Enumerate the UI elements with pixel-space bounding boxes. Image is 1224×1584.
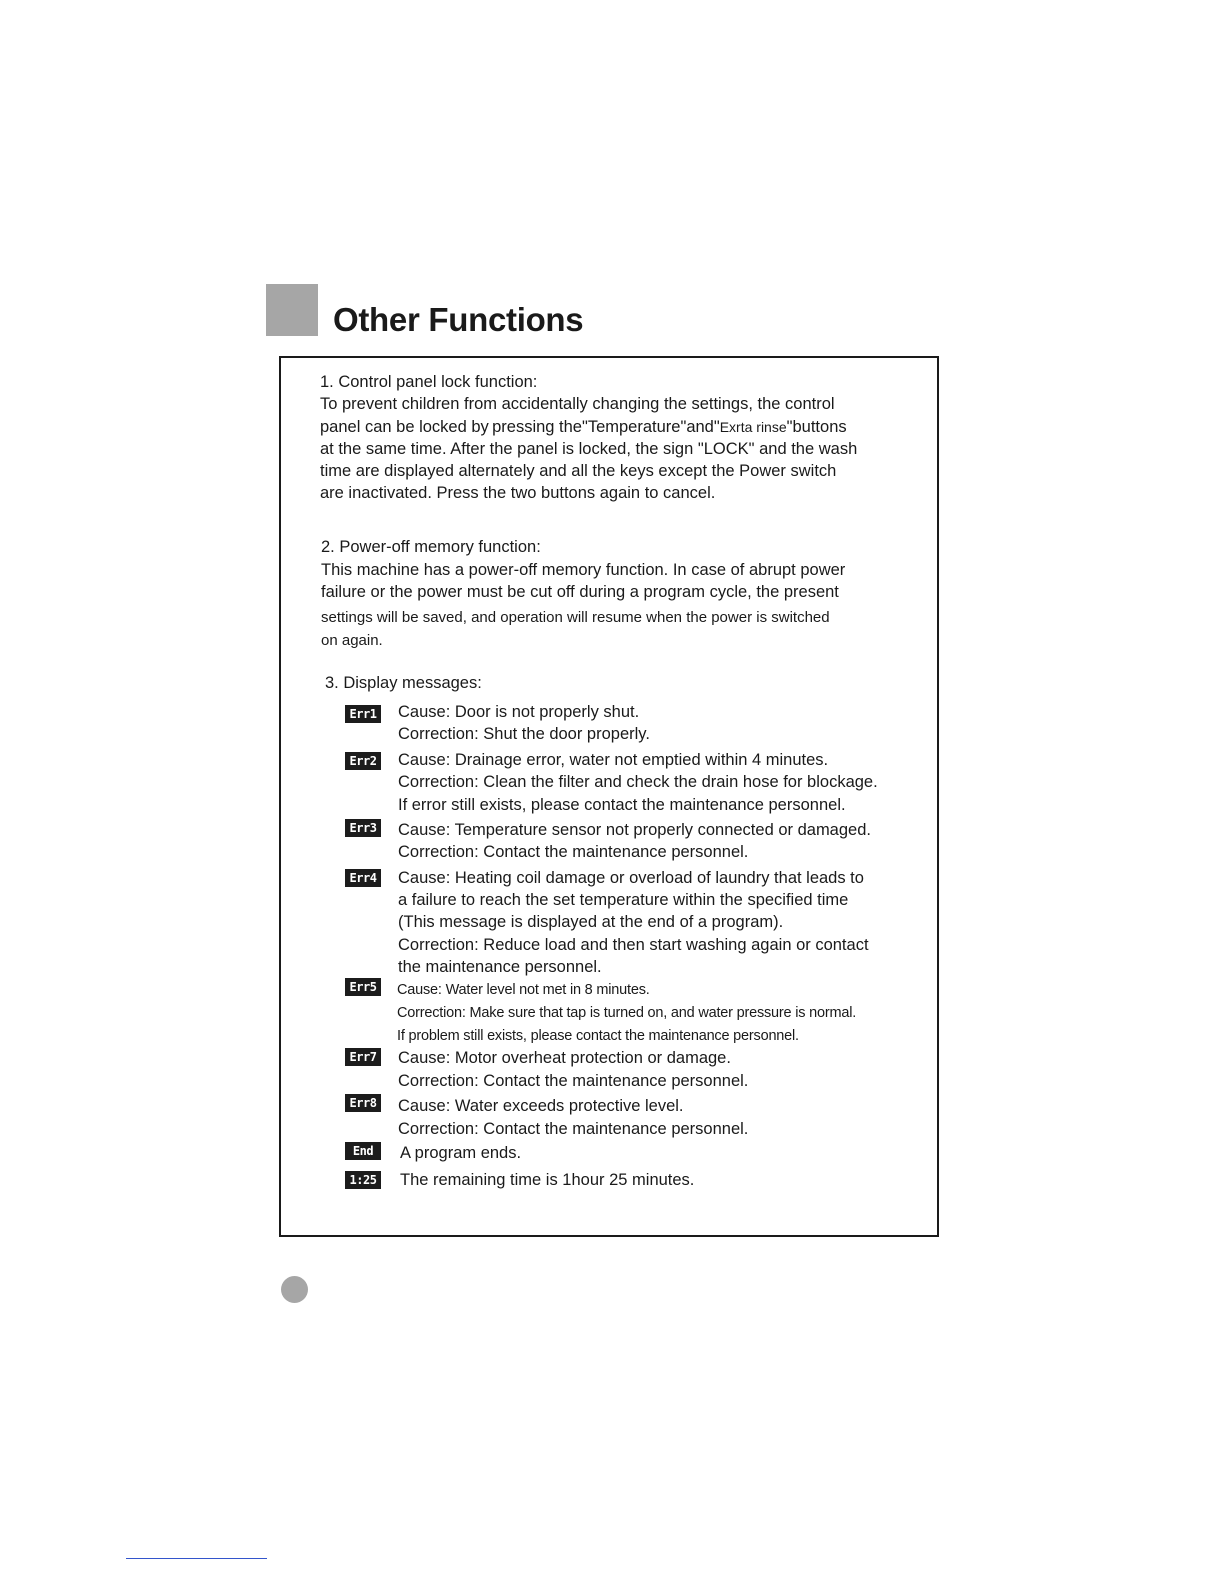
- footer-rule: [126, 1558, 267, 1559]
- memory-line: This machine has a power-off memory function. In case of abrupt power: [321, 561, 846, 579]
- message-correction-cont: the maintenance personnel.: [398, 958, 602, 976]
- message-correction: Correction: Reduce load and then start washing again or contact: [398, 936, 869, 954]
- message-description: A program ends.: [400, 1144, 522, 1162]
- memory-heading: 2. Power-off memory function:: [321, 538, 541, 556]
- message-cause: Cause: Door is not properly shut.: [398, 703, 640, 721]
- lock-line: panel can be locked by pressing the"Temperature"and"Exrta rinse"buttons: [320, 418, 847, 436]
- message-description: The remaining time is 1hour 25 minutes.: [400, 1171, 695, 1189]
- message-note: If problem still exists, please contact the maintenance personnel.: [397, 1028, 799, 1044]
- messages-heading: 3. Display messages:: [325, 674, 482, 692]
- message-correction: Correction: Contact the maintenance personnel.: [398, 1072, 749, 1090]
- message-correction: Correction: Shut the door properly.: [398, 725, 650, 743]
- memory-line: settings will be saved, and operation will resume when the power is switched: [321, 609, 830, 626]
- section-marker-square: [266, 284, 318, 336]
- message-correction: Correction: Clean the filter and check the drain hose for blockage.: [398, 773, 878, 791]
- message-correction: Correction: Contact the maintenance personnel.: [398, 843, 749, 861]
- page-number-dot: [281, 1276, 308, 1303]
- error-code-badge: Err1: [345, 705, 381, 723]
- message-correction: Correction: Make sure that tap is turned on, and water pressure is normal.: [397, 1005, 857, 1021]
- message-cause-cont: a failure to reach the set temperature within the specified time: [398, 891, 849, 909]
- lock-line: To prevent children from accidentally changing the settings, the control: [320, 395, 835, 413]
- error-code-badge: Err4: [345, 869, 381, 887]
- message-cause: Cause: Heating coil damage or overload of laundry that leads to: [398, 869, 864, 887]
- end-code-badge: End: [345, 1142, 381, 1160]
- message-correction: Correction: Contact the maintenance personnel.: [398, 1120, 749, 1138]
- page-title: Other Functions: [333, 301, 584, 338]
- button-name: Exrta rinse: [719, 419, 787, 435]
- message-cause: Cause: Temperature sensor not properly connected or damaged.: [398, 821, 871, 839]
- lock-line: are inactivated. Press the two buttons again to cancel.: [320, 484, 716, 502]
- memory-line: on again.: [321, 632, 383, 649]
- error-code-badge: Err5: [345, 978, 381, 996]
- time-code-badge: 1:25: [345, 1171, 381, 1189]
- error-code-badge: Err7: [345, 1048, 381, 1066]
- error-code-badge: Err2: [345, 752, 381, 770]
- memory-line: failure or the power must be cut off during a program cycle, the present: [321, 583, 839, 601]
- message-note: If error still exists, please contact the maintenance personnel.: [398, 796, 846, 814]
- message-cause: Cause: Motor overheat protection or damage.: [398, 1049, 731, 1067]
- message-cause: Cause: Water level not met in 8 minutes.: [397, 982, 650, 998]
- error-code-badge: Err8: [345, 1094, 381, 1112]
- message-cause: Cause: Water exceeds protective level.: [398, 1097, 684, 1115]
- lock-line: time are displayed alternately and all the keys except the Power switch: [320, 462, 837, 480]
- message-note: (This message is displayed at the end of a program).: [398, 913, 784, 931]
- lock-line: at the same time. After the panel is locked, the sign "LOCK" and the wash: [320, 440, 858, 458]
- lock-heading: 1. Control panel lock function:: [320, 373, 538, 391]
- error-code-badge: Err3: [345, 819, 381, 837]
- message-cause: Cause: Drainage error, water not emptied within 4 minutes.: [398, 751, 829, 769]
